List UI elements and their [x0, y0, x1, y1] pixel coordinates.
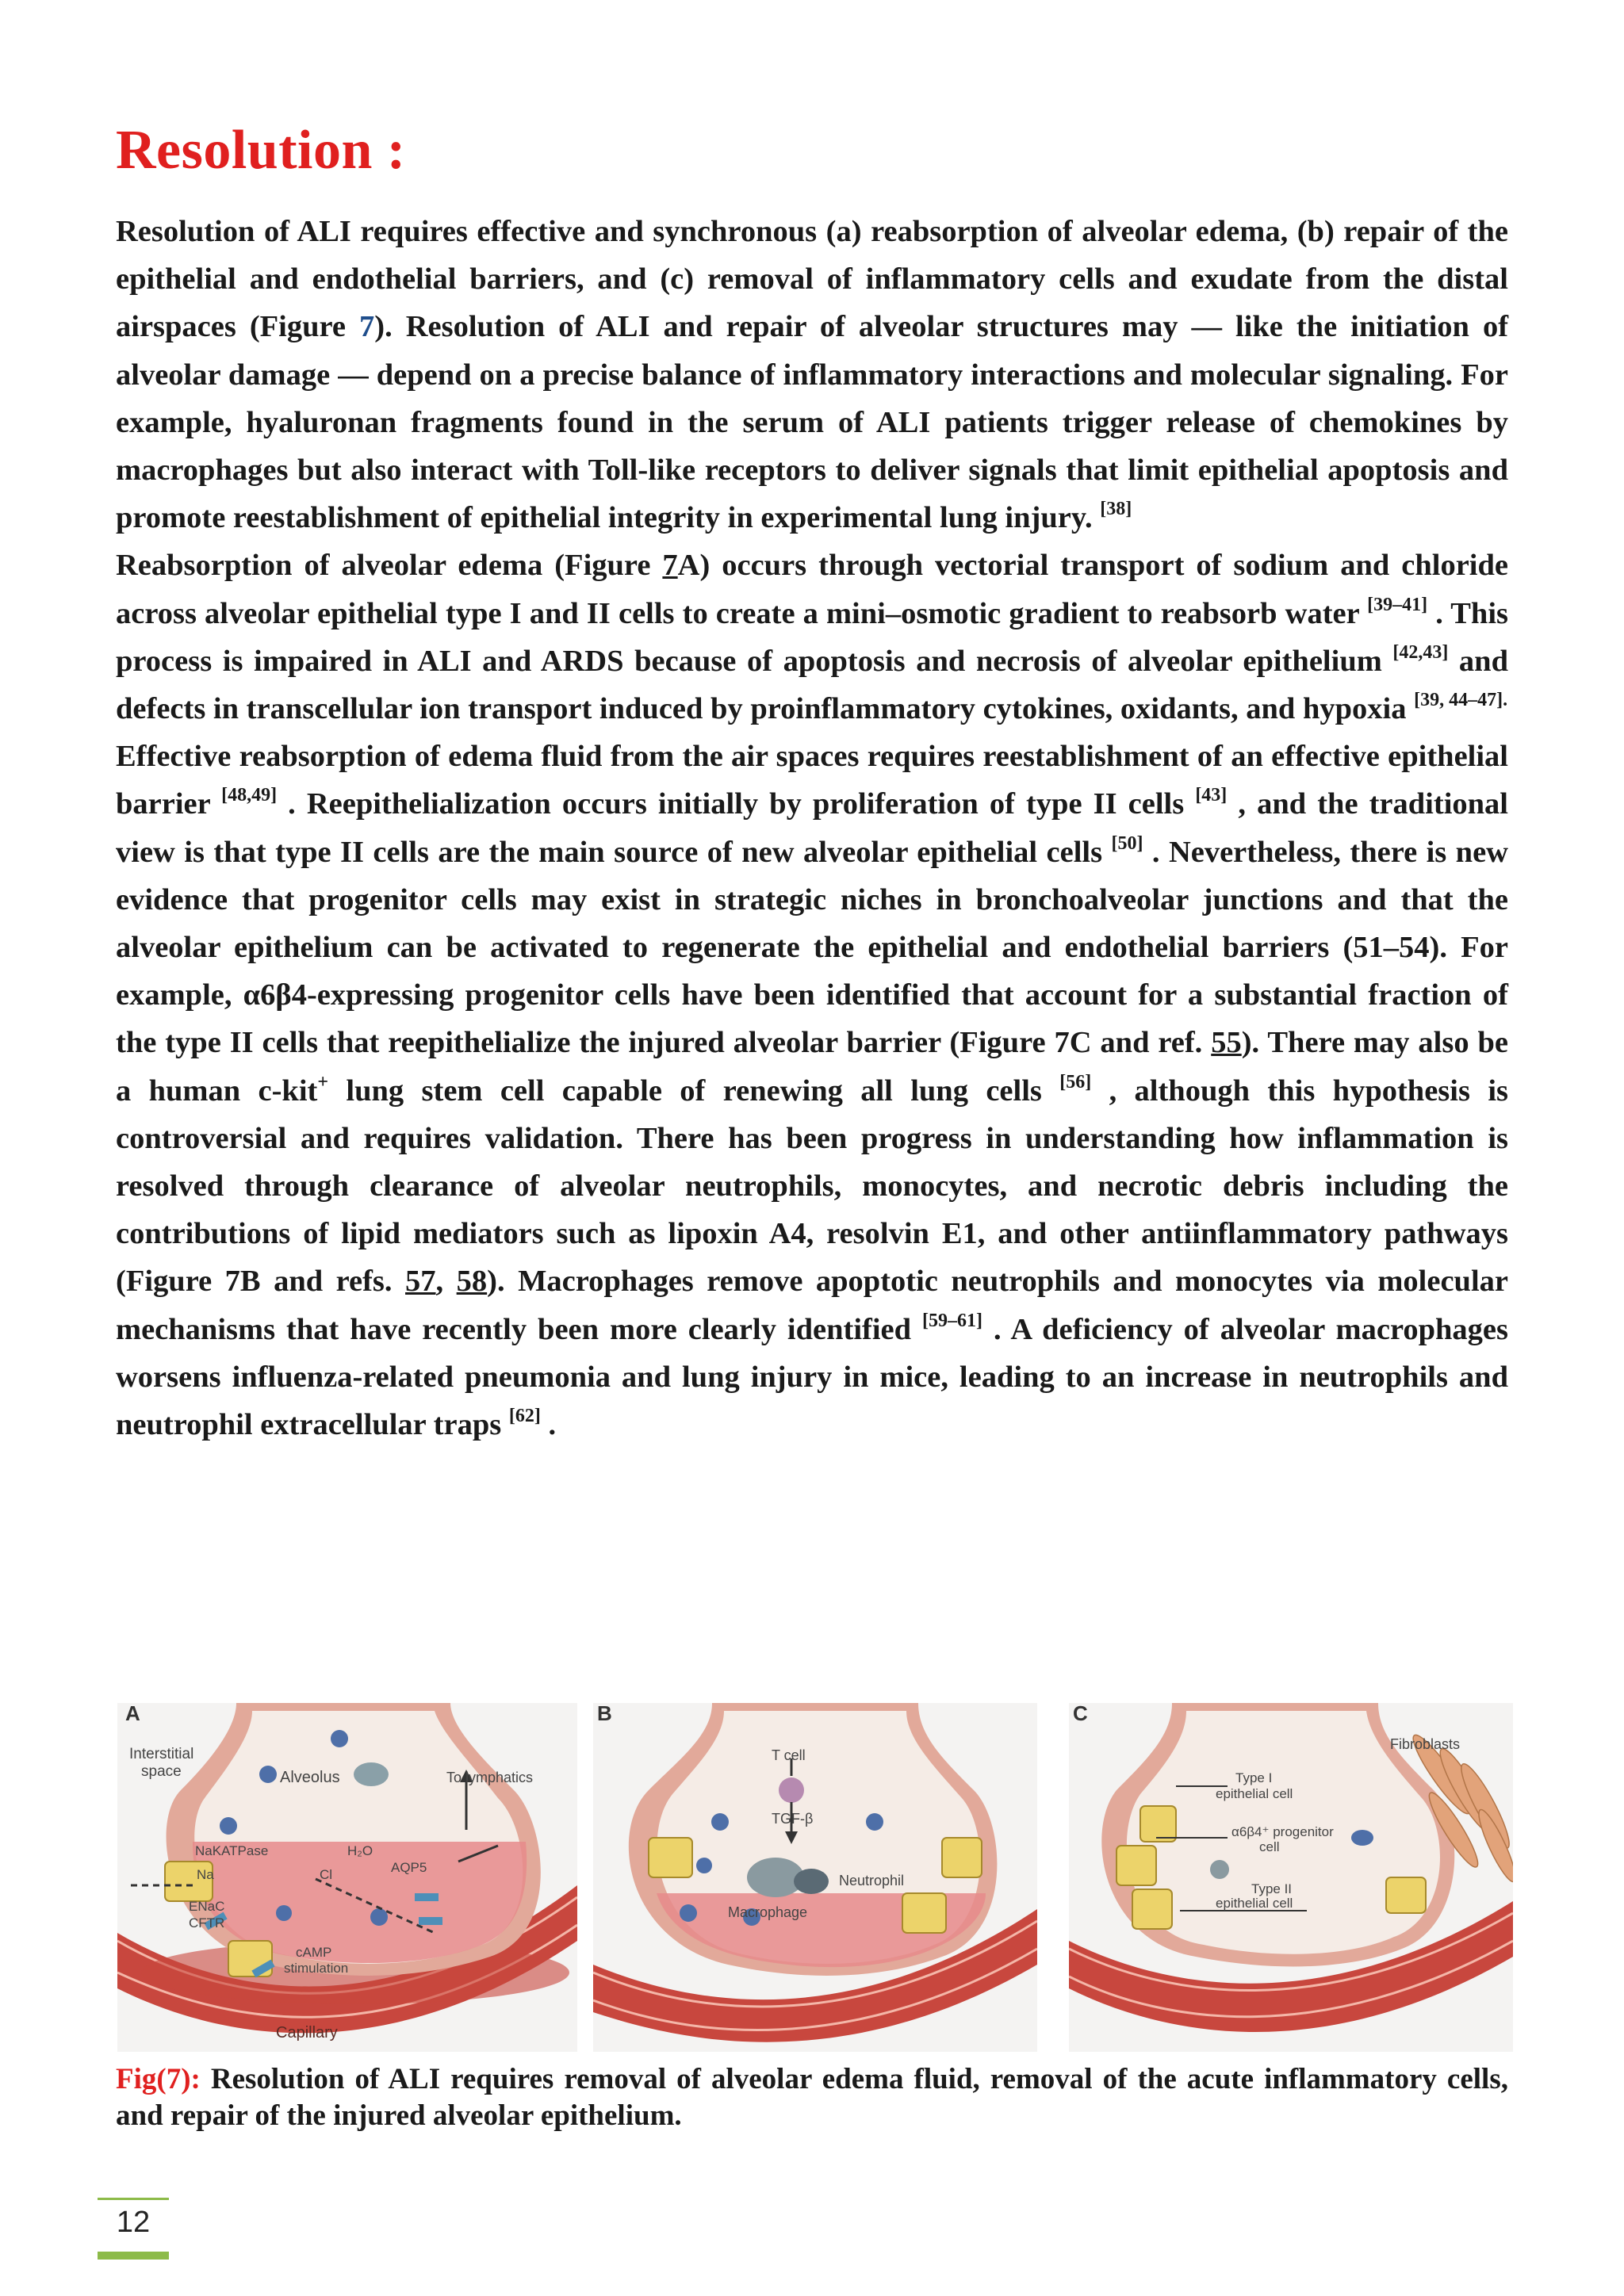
panel-b-letter: B: [597, 1703, 612, 1725]
text-run: Effective reabsorption of edema fluid from the air spaces requires reestablishment of an effective epithelial barrier: [116, 740, 1508, 821]
label-cl: Cl: [320, 1867, 333, 1882]
label-type-ii: Type II: [1251, 1881, 1293, 1896]
label-type-ii-epithelial: epithelial cell: [1216, 1896, 1293, 1911]
figure-7: [117, 1703, 1513, 2052]
label-alveolus: Alveolus: [280, 1769, 340, 1786]
figure-link-7a[interactable]: 7: [662, 549, 678, 583]
reference-link-57[interactable]: 57: [405, 1265, 436, 1299]
paragraph-epithelial-barrier: [116, 733, 1508, 1448]
figure-panel-c: [1069, 1703, 1513, 2052]
figure-panel-b: [593, 1703, 1037, 2052]
citation-62[interactable]: [62]: [508, 1406, 541, 1427]
superscript-plus: +: [317, 1071, 329, 1093]
panel-a-letter: A: [125, 1703, 140, 1725]
label-type-i: Type I: [1235, 1770, 1273, 1785]
text-run: Resolution of ALI requires effective and synchronous (a) reabsorption of alveolar edema, (b) repair of the epithelial and endothelial barriers, and (c) removal of inflammatory cells and exudate from the distal airspaces (Figure: [116, 215, 1508, 344]
text-run: . Nevertheless, there is new evidence that progenitor cells may exist in strategic niches in bronchoalveolar junctions and that the alveolar epithelium can be activated to regenerate the epithelial and endothelial barriers (51–54). For example, α6β4-expressing progenitor cells have been identified that account for a substantial fraction of the type II cells that reepithelialize the injured alveolar barrier (Figure 7C and ref.: [116, 835, 1508, 1060]
text-run: Reabsorption of alveolar edema (Figure: [116, 549, 663, 583]
text-run: lung stem cell capable of renewing all lung cells: [328, 1073, 1060, 1108]
paragraph-edema-reabsorption: [116, 541, 1508, 733]
label-progenitor-cell: cell: [1259, 1839, 1280, 1854]
label-camp: cAMP: [296, 1945, 332, 1960]
text-run: . A deficiency of alveolar macrophages worsens influenza-related pneumonia and lung injury in mice, leading to an increase in neutrophils and neutrophil extracellular traps: [116, 1312, 1508, 1442]
text-run: . Reepithelialization occurs initially by proliferation of type II cells: [277, 787, 1196, 821]
figure-link-7[interactable]: 7: [359, 310, 375, 344]
text-run: A) occurs through vectorial transport of sodium and chloride across alveolar epithelial type I and II cells to create a mini–osmotic gradient to reabsorb water: [116, 549, 1508, 630]
text-run: .: [540, 1408, 557, 1442]
label-nakatpase: NaKATPase: [195, 1843, 269, 1858]
figure-caption: [116, 2061, 1508, 2134]
caption-text: Resolution of ALI requires removal of alveolar edema fluid, removal of the acute inflammatory cells, and repair of the injured alveolar epithelium.: [116, 2063, 1508, 2132]
label-type-i-epithelial: epithelial cell: [1216, 1786, 1293, 1801]
figure-panel-a: [117, 1703, 577, 2052]
citation-39-44-47[interactable]: [39, 44–47].: [1414, 690, 1508, 711]
label-na: Na: [197, 1867, 214, 1882]
label-neutrophil: Neutrophil: [839, 1873, 905, 1888]
citation-39-41[interactable]: [39–41]: [1367, 594, 1428, 615]
label-enac: ENaC: [189, 1899, 225, 1914]
citation-59-61[interactable]: [59–61]: [922, 1310, 982, 1331]
label-cftr: CFTR: [189, 1915, 225, 1931]
citation-50[interactable]: [50]: [1111, 832, 1143, 854]
text-run: , although this hypothesis is controversial and requires validation. There has been progress in understanding how inflammation is resolved through clearance of alveolar neutrophils, monocytes, and necrotic debris including the contributions of lipid mediators such as lipoxin A4, resolvin E1, and other antiinflammatory pathways (Figure 7B and refs.: [116, 1073, 1508, 1299]
label-space: space: [141, 1763, 182, 1780]
label-tgf-beta: TGF-β: [772, 1811, 814, 1827]
label-h2o: H₂O: [347, 1843, 373, 1858]
page-number-rule-top: [98, 2198, 169, 2200]
label-capillary: Capillary: [276, 2024, 338, 2042]
text-run: ,: [435, 1265, 457, 1299]
reference-link-58[interactable]: 58: [456, 1265, 488, 1299]
label-interstitial: Interstitial: [129, 1746, 194, 1762]
citation-42-43[interactable]: [42,43]: [1392, 641, 1449, 663]
text-run: ). There may also be a human c-kit: [116, 1026, 1508, 1108]
citation-48-49[interactable]: [48,49]: [221, 785, 278, 806]
text-run: , and the traditional view is that type II cells are the main source of new alveolar epithelial cells: [116, 787, 1509, 869]
text-run: . This process is impaired in ALI and ARDS because of apoptosis and necrosis of alveolar epithelium: [116, 596, 1508, 678]
citation-43[interactable]: [43]: [1195, 785, 1228, 806]
text-run: ). Macrophages remove apoptotic neutrophils and monocytes via molecular mechanisms that have recently been more clearly identified: [116, 1265, 1509, 1346]
page-number-rule-bottom: [98, 2252, 169, 2260]
label-stimulation: stimulation: [284, 1961, 349, 1976]
reference-link-55[interactable]: 55: [1211, 1026, 1242, 1060]
citation-38: [38]: [1100, 499, 1132, 520]
label-aqp5: AQP5: [391, 1860, 427, 1875]
text-run: ). Resolution of ALI and repair of alveolar structures may — like the initiation of alveolar damage — depend on a precise balance of inflammatory interactions and molecular signaling. For example, hyaluronan fragments found in the serum of ALI patients trigger release of chemokines by macrophages but also interact with Toll-like receptors to deliver signals that limit epithelial apoptosis and promote reestablishment of epithelial integrity in experimental lung injury.: [116, 310, 1509, 535]
caption-label: Fig(7):: [116, 2063, 201, 2095]
panel-c-letter: C: [1073, 1703, 1088, 1725]
citation-56[interactable]: [56]: [1059, 1071, 1092, 1093]
label-macrophage: Macrophage: [728, 1904, 808, 1920]
page-number: 12: [116, 2206, 151, 2239]
label-progenitor: α6β4⁺ progenitor: [1231, 1824, 1334, 1839]
text-run: and defects in transcellular ion transport induced by proinflammatory cytokines, oxidants, and hypoxia: [116, 644, 1508, 726]
label-to-lymphatics: To lymphatics: [446, 1770, 534, 1785]
body-text: [116, 208, 1508, 1448]
label-fibroblasts: Fibroblasts: [1390, 1736, 1461, 1752]
section-heading: Resolution :: [116, 120, 406, 181]
paragraph-resolution-overview: [116, 208, 1508, 541]
label-t-cell: T cell: [772, 1747, 806, 1763]
